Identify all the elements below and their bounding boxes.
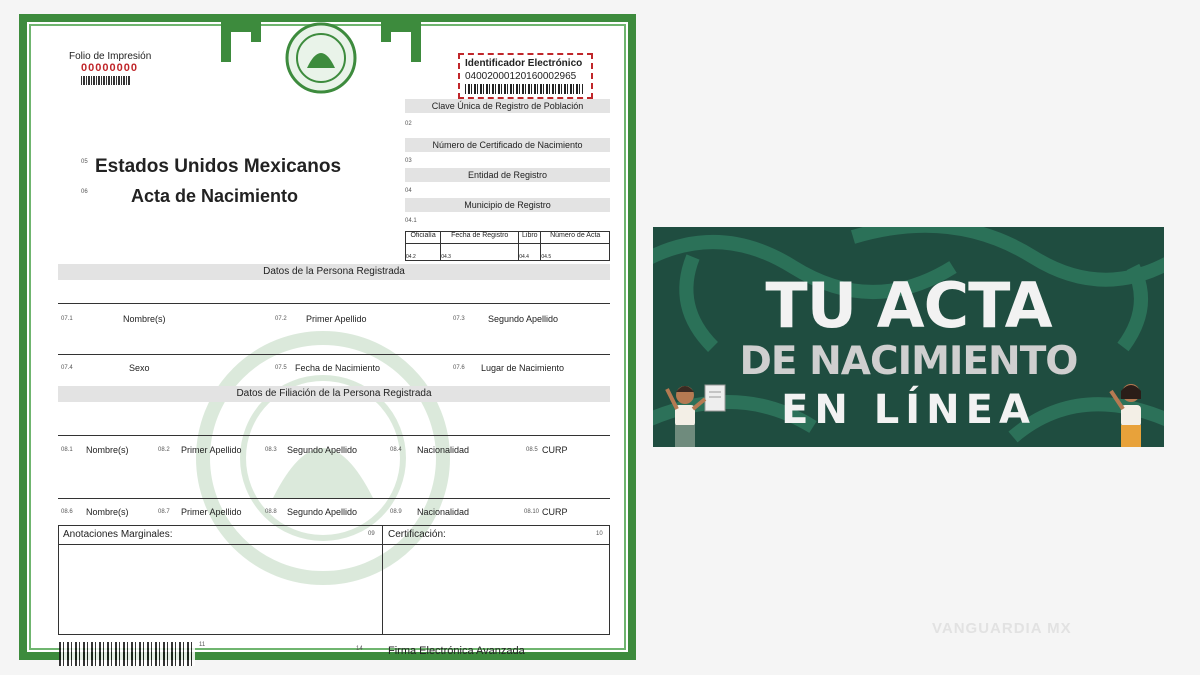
registry-header: Libro xyxy=(519,232,541,244)
registry-table xyxy=(405,231,610,261)
field-code: 08.8 xyxy=(265,509,277,515)
banner-title-line-1: TU ACTA xyxy=(765,269,1052,342)
field-code: 08.5 xyxy=(526,447,538,453)
field-code: 08.1 xyxy=(61,447,73,453)
registry-municipality-header: Municipio de Registro xyxy=(405,198,610,212)
field-code: 07.3 xyxy=(453,316,465,322)
qr-code-strip xyxy=(59,642,195,666)
signature-label: Firma Electrónica Avanzada xyxy=(388,645,525,657)
registry-header: Fecha de Registro xyxy=(441,232,519,244)
field-code: 07.4 xyxy=(61,365,73,371)
field-code: 08.4 xyxy=(390,447,402,453)
electronic-identifier-box xyxy=(458,53,593,99)
banner-title-line-2: DE NACIMIENTO xyxy=(739,339,1078,384)
section-filiation-header: Datos de Filiación de la Persona Registrada xyxy=(58,386,610,402)
field-code: 07.2 xyxy=(275,316,287,322)
folio-barcode xyxy=(81,76,131,85)
identifier-title: Identificador Electrónico xyxy=(465,58,583,69)
field-code: 07.1 xyxy=(61,316,73,322)
filiation-first-surname-label: Primer Apellido xyxy=(181,445,242,455)
banner-title-line-3: EN LÍNEA xyxy=(781,387,1036,433)
source-watermark: VANGUARDIA MX xyxy=(932,620,1072,637)
tu-acta-banner xyxy=(653,227,1164,447)
document-title: Acta de Nacimiento xyxy=(131,186,299,206)
folio-number: 00000000 xyxy=(81,62,138,74)
field-code: 08.2 xyxy=(158,447,170,453)
curp-field-header: Clave Única de Registro de Población xyxy=(405,99,610,113)
field-code: 07.5 xyxy=(275,365,287,371)
child-waving-illustration xyxy=(1101,377,1161,447)
filiation-nationality-label: Nacionalidad xyxy=(417,445,470,455)
child-with-document-illustration xyxy=(661,377,731,447)
national-seal-emblem xyxy=(221,22,421,104)
field-number: 10 xyxy=(596,531,603,537)
registry-header: Oficialía xyxy=(406,232,441,244)
registered-birthplace-label: Lugar de Nacimiento xyxy=(481,363,565,373)
field-number: 03 xyxy=(405,158,412,164)
folio-label: Folio de Impresión xyxy=(69,51,152,62)
registry-code: 04.2 xyxy=(406,244,441,261)
filiation-second-surname-label-2: Segundo Apellido xyxy=(287,507,358,517)
filiation-name-label: Nombre(s) xyxy=(86,445,129,455)
registry-code: 04.4 xyxy=(519,244,541,261)
section-registered-header: Datos de la Persona Registrada xyxy=(58,264,610,280)
field-number: 06 xyxy=(81,189,88,195)
registered-second-surname-label: Segundo Apellido xyxy=(488,314,559,324)
registry-code: 04.3 xyxy=(441,244,519,261)
filiation-name-label-2: Nombre(s) xyxy=(86,507,129,517)
registered-name-label: Nombre(s) xyxy=(123,314,166,324)
registered-sex-label: Sexo xyxy=(129,363,150,373)
field-number: 14 xyxy=(356,646,363,652)
registered-line-2 xyxy=(58,354,610,355)
annotations-certification-box xyxy=(58,525,610,635)
birth-certificate xyxy=(19,14,636,660)
field-number: 05 xyxy=(81,159,88,165)
annotations-label: Anotaciones Marginales: xyxy=(63,529,173,540)
filiation-line-2 xyxy=(58,498,610,499)
registry-code: 04.5 xyxy=(541,244,610,261)
identifier-barcode xyxy=(465,84,583,94)
country-title: Estados Unidos Mexicanos xyxy=(95,156,342,177)
registry-header: Número de Acta xyxy=(541,232,610,244)
box-divider xyxy=(59,544,609,545)
field-number: 11 xyxy=(199,642,206,648)
field-code: 08.10 xyxy=(524,509,540,515)
field-code: 08.9 xyxy=(390,509,402,515)
identifier-number: 04002000120160002965 xyxy=(465,71,577,82)
registered-birthdate-label: Fecha de Nacimiento xyxy=(295,363,381,373)
field-code: 08.7 xyxy=(158,509,170,515)
field-number: 02 xyxy=(405,121,412,127)
filiation-first-surname-label-2: Primer Apellido xyxy=(181,507,242,517)
field-number: 04 xyxy=(405,188,412,194)
filiation-line-1 xyxy=(58,435,610,436)
filiation-second-surname-label: Segundo Apellido xyxy=(287,445,358,455)
registered-first-surname-label: Primer Apellido xyxy=(306,314,367,324)
field-number: 04.1 xyxy=(405,218,417,224)
filiation-curp-label-2: CURP xyxy=(542,507,568,517)
certification-label: Certificación: xyxy=(388,529,446,540)
field-number: 09 xyxy=(368,531,375,537)
box-column-divider xyxy=(382,526,383,634)
field-code: 08.3 xyxy=(265,447,277,453)
field-code: 07.6 xyxy=(453,365,465,371)
filiation-curp-label: CURP xyxy=(542,445,568,455)
field-code: 08.6 xyxy=(61,509,73,515)
certificate-number-header: Número de Certificado de Nacimiento xyxy=(405,138,610,152)
filiation-nationality-label-2: Nacionalidad xyxy=(417,507,470,517)
registry-entity-header: Entidad de Registro xyxy=(405,168,610,182)
registered-line-1 xyxy=(58,303,610,304)
